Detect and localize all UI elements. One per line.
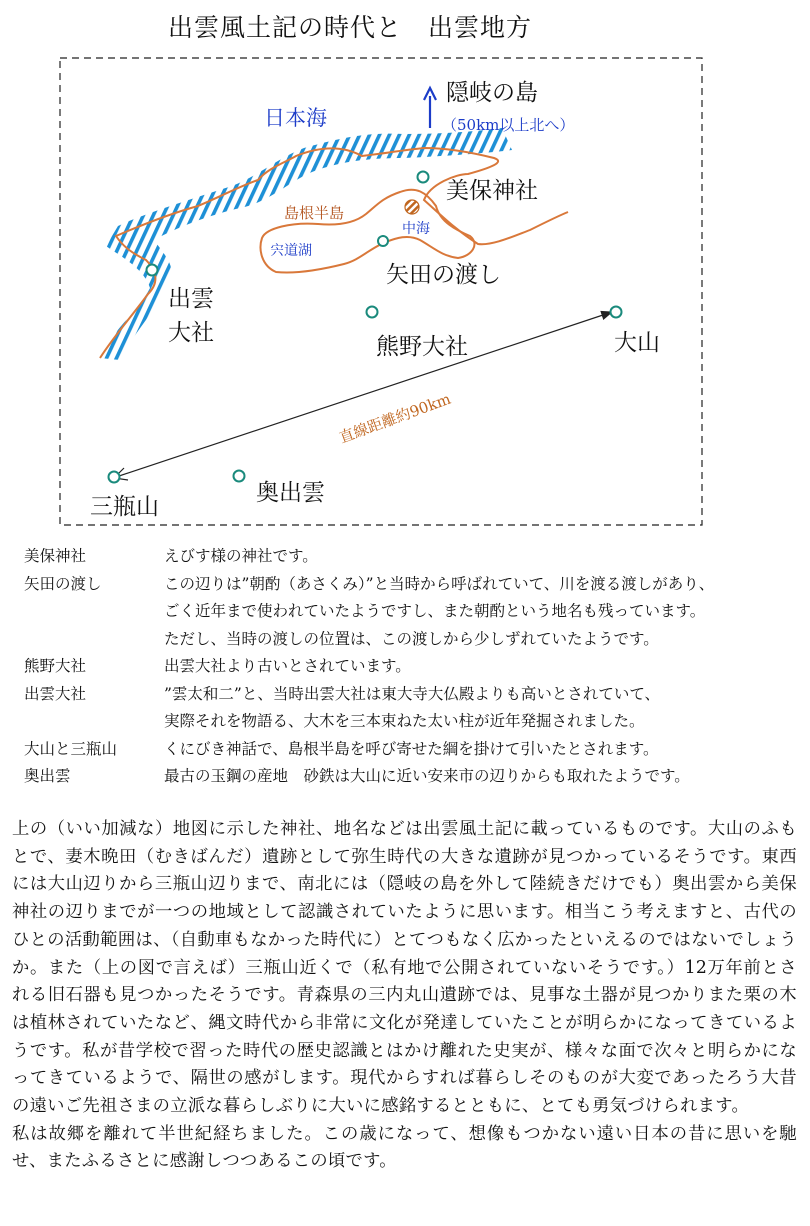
page-title: 出雲風土記の時代と 出雲地方	[167, 13, 532, 42]
legend-value: ただし、当時の渡しの位置は、この渡しから少しずれていたようです。	[164, 629, 659, 648]
lake-label: 宍道湖	[270, 243, 312, 259]
legend-value: くにびき神話で、島根半島を呼び寄せた綱を掛けて引いたとされます。	[164, 739, 659, 758]
place-sanbe: 三瓶山	[90, 494, 159, 520]
izumo-map	[0, 50, 720, 530]
daikonshima	[405, 200, 419, 214]
place-kumano: 熊野大社	[376, 334, 468, 360]
legend-value: 最古の玉鋼の産地 砂鉄は大山に近い安来市の辺りからも取れたようです。	[164, 767, 690, 785]
distance-label: 直線距離約90km	[336, 389, 454, 447]
legend-value: ごく近年まで使われていたようですし、また朝酌という地名も残っています。	[164, 602, 706, 620]
legend-key: 出雲大社	[24, 684, 87, 703]
place-miho: 美保神社	[446, 178, 538, 204]
legend-value: この辺りは”朝酌（あさくみ）”と当時から呼ばれていて、川を渡る渡しがあり、	[164, 574, 715, 593]
essay-paragraph: 上の（いい加減な）地図に示した神社、地名などは出雲風土記に載っているものです。大山のふもとで、妻木晩田（むきばんだ）遺跡として弥生時代の大きな遺跡が見つかっているそうです。東西には大山辺りから三瓶山辺りまで、南北には（隠岐の島を外して陸続きだけでも）奥出雲から美保神社の辺りまでが一つの地域として認識されていたように思います。相当こう考えますと、古代のひとの活動範囲は、（自動車もなかった時代に）とてつもなく広かったといえるのではないでしょうか。また（上の図で言えば）三瓶山近くで（私有地で公開されていないそうです。）12万年前とされる旧石器も見つかったそうです。青森県の三内丸山遺跡では、見事な土器が見つかりまた栗の木は植林されていたなど、縄文時代から非常に文化が発達していたことが明らかになってきているようです。私が昔学校で習った時代の歴史認識とはかけ離れた史実が、様々な面で次々と明らかになってきているようで、隔世の感がします。現代からすれば暮らしそのものが大変であったろう大昔の遠いご先祖さまの立派な暮らしぶりに大いに感銘するとともに、とても勇気づけられます。	[12, 819, 797, 1117]
legend-row-cont	[24, 626, 794, 654]
place-yada: 矢田の渡し	[386, 262, 501, 288]
legend-key: 大山と三瓶山	[24, 739, 118, 758]
sea-label: 日本海	[264, 106, 327, 130]
legend-value: ”雲太和二”と、当時出雲大社は東大寺大仏殿よりも高いとされていて、	[164, 684, 661, 703]
map-drawing	[0, 50, 720, 530]
marker-izumo	[147, 265, 158, 276]
legend-row	[24, 736, 794, 764]
legend-row	[24, 571, 794, 599]
marker-okuizumo	[234, 471, 245, 482]
legend-key: 熊野大社	[24, 657, 87, 675]
marker-yada	[378, 236, 388, 246]
legend-key: 奥出雲	[24, 767, 71, 785]
place-izumo-1: 出雲	[168, 286, 214, 312]
legend-key: 美保神社	[24, 547, 87, 565]
nakaumi-label: 中海	[402, 221, 430, 237]
legend-key: 矢田の渡し	[24, 574, 102, 593]
place-daisen: 大山	[614, 330, 660, 356]
legend-row-cont	[24, 708, 794, 736]
legend-row	[24, 763, 794, 791]
legend-row	[24, 681, 794, 709]
legend-row-cont	[24, 598, 794, 626]
marker-sanbe	[109, 472, 120, 483]
peninsula-label: 島根半島	[284, 204, 345, 222]
marker-kumano	[367, 307, 378, 318]
legend-value: 実際それを物語る、大木を三本束ねた太い柱が近年発掘されました。	[164, 712, 645, 730]
marker-daisen	[611, 307, 622, 318]
legend-row	[24, 653, 794, 681]
oki-note: （50km以上北へ）	[442, 116, 575, 134]
legend-value: えびす様の神社です。	[164, 547, 318, 565]
marker-miho	[418, 172, 429, 183]
legend-value: 出雲大社より古いとされています。	[164, 657, 411, 675]
essay-paragraph: 私は故郷を離れて半世紀経ちました。この歳になって、想像もつかない遠い日本の昔に思いを馳せ、またふるさとに感謝しつつあるこの頃です。	[12, 1123, 797, 1172]
legend-table	[24, 543, 794, 791]
legend-row	[24, 543, 794, 571]
essay	[12, 816, 797, 1176]
place-izumo-2: 大社	[168, 320, 214, 346]
oki-label: 隠岐の島	[446, 80, 538, 106]
place-okuizumo: 奥出雲	[256, 480, 325, 506]
